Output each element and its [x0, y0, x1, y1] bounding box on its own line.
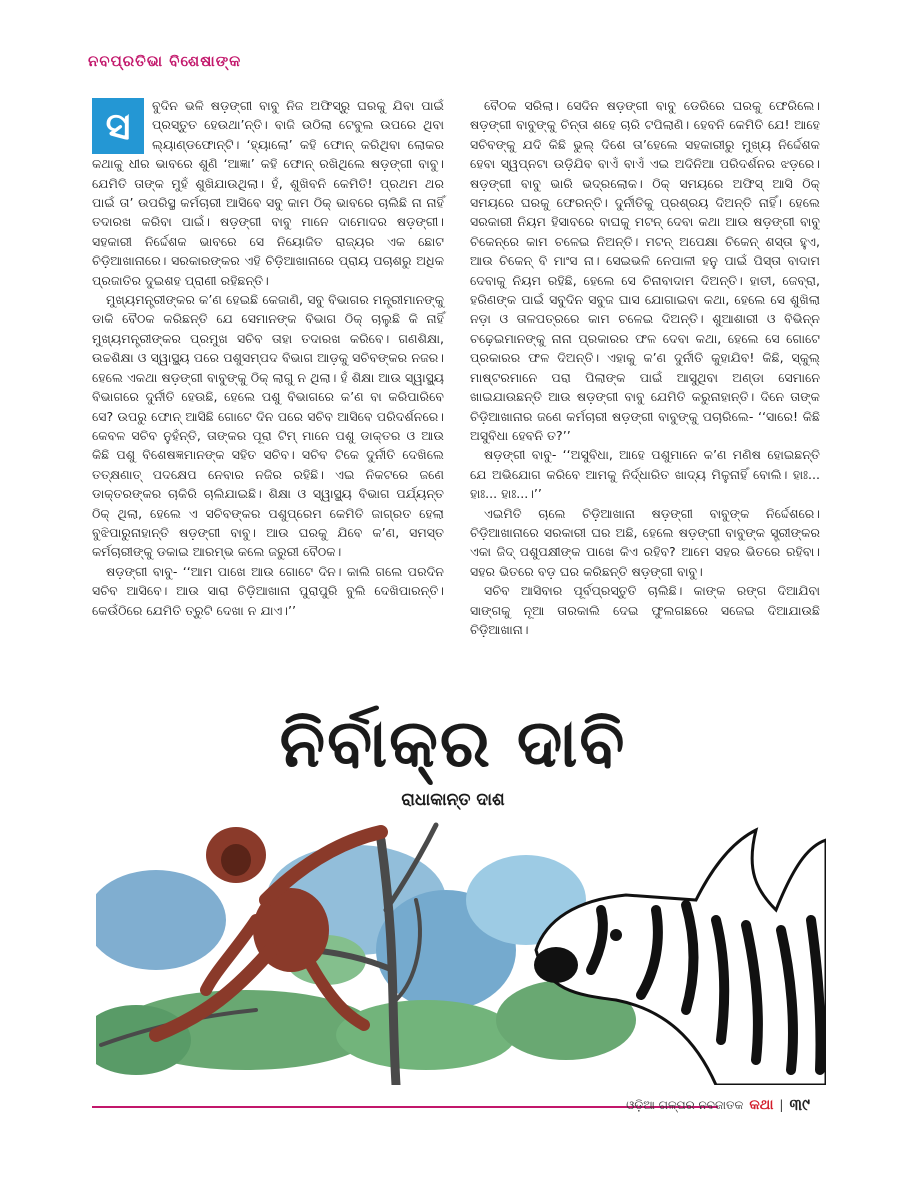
- story-title: ନିର୍ବାକ୍‌ର ଦାବି: [279, 705, 627, 782]
- paragraph: ମୁଖ୍ୟମନ୍ତ୍ରୀଙ୍କର କ’ଣ ହେଇଛି କେଜାଣି, ସବୁ ବିଭାଗର ମନ୍ତ୍ରୀମାନଙ୍କୁ ଡାକି ବୈଠକ କରିଛନ୍ତି ଯେ ସେମାନଙ୍କ ବିଭାଗ ଠିକ୍ ଚାଲୁଛି କି ନାହିଁ ମୁଖ୍ୟମନ୍ତ୍ରୀଙ୍କର ପ୍ରମୁଖ ସଚିବ ତାହା ତଦାରଖ କରିବେ। ଗଣଶିକ୍ଷା, ଉଚ୍ଚଶିକ୍ଷା ଓ ସ୍ୱାସ୍ଥ୍ୟ ପରେ ପଶୁସମ୍ପଦ ବିଭାଗ ଆଡ଼କୁ ସଚିବଙ୍କର ନଜର। ହେଲେ ଏକଥା ଷଡ଼ଙ୍ଗୀ ବାବୁଙ୍କୁ ଠିକ୍ ଲାଗୁ ନ ଥିଲା। ହଁ ଶିକ୍ଷା ଆଉ ସ୍ୱାସ୍ଥ୍ୟ ବିଭାଗରେ ଦୁର୍ନୀତି ହେଉଛି, ହେଲେ ପଶୁ ବିଭାଗରେ କ’ଣ ବା କରିପାରିବେ ସେ? ଉପରୁ ଫୋନ୍ ଆସିଛି ଗୋଟେ ଦିନ ପରେ ସଚିବ ଆସିବେ ପରିଦର୍ଶନରେ। କେବଳ ସଚିବ ନୁହଁନ୍ତି, ତାଙ୍କର ପୂରା ଟିମ୍ ମାନେ ପଶୁ ଡାକ୍ତର ଓ ଆଉ କିଛି ପଶୁ ବିଶେଷଜ୍ଞମାନଙ୍କ ସହିତ ସଚିବ। ସଚିବ ଟିକେ ଦୁର୍ନୀତି ଦେଖିଲେ ତତ୍‌କ୍ଷଣାତ୍ ପଦକ୍ଷେପ ନେବାର ନଜିର ରହିଛି। ଏଇ ନିକଟରେ ଜଣେ ଡାକ୍ତରଙ୍କର ଚାକିରି ଚାଲିଯାଇଛି। ଶିକ୍ଷା ଓ ସ୍ୱାସ୍ଥ୍ୟ ବିଭାଗ ପର୍ଯ୍ୟନ୍ତ ଠିକ୍ ଥିଲା, ହେଲେ ଏ ସଚିବଙ୍କର ପଶୁପ୍ରେମ କେମିତି ଜାଗ୍ରତ ହେଲା ବୁଝିପାରୁନାହାନ୍ତି ଷଡ଼ଙ୍ଗୀ ବାବୁ। ଆଉ ଘରକୁ ଯିବେ କ’ଣ, ସମସ୍ତ କର୍ମଚାରୀଙ୍କୁ ଡକାଇ ଆରମ୍ଭ କଲେ ଜରୁରୀ ବୈଠକ।: [92, 292, 444, 560]
- page-number: ୩୯: [789, 1095, 810, 1114]
- magazine-tagline: ଓଡ଼ିଆ ଗଳ୍ପର ନବଜାତକ: [626, 1097, 744, 1112]
- paragraph: ଷଡ଼ଙ୍ଗୀ ବାବୁ- ‘‘ଅସୁବିଧା, ଆହେ ପଶୁମାନେ କ’ଣ ମଣିଷ ହୋଇଛନ୍ତି ଯେ ଅଭିଯୋଗ କରିବେ ଆମକୁ ନିର୍ଦ୍ଧାରିତ ଖାଦ୍ୟ ମିଳୁନାହିଁ ବୋଲି। ହାଃ... ହାଃ... ହାଃ...।’’: [470, 447, 820, 502]
- paragraph: ବୁଦିନ ଭଳି ଷଡ଼ଙ୍ଗୀ ବାବୁ ନିଜ ଅଫିସ୍‌ରୁ ଘରକୁ ଯିବା ପାଇଁ ପ୍ରସ୍ତୁତ ହେଉଥା’ନ୍ତି। ବାଜି ଉଠିଲା ଟେବୁଲ ଉପରେ ଥିବା ଲ୍ୟାଣ୍ଡଫୋନ୍‌ଟି। ‘ହ୍ୟାଲୋ’ କହି ଫୋନ୍ କରିଥିବା ଲୋକର କଥାକୁ ଧୀର ଭାବରେ ଶୁଣି ‘ଆଜ୍ଞା’ କହି ଫୋନ୍ ରଖିଥିଲେ ଷଡ଼ଙ୍ଗୀ ବାବୁ। ଯେମିତି ତାଙ୍କ ମୁହଁ ଶୁଖିଯାଉଥିଲା। ହଁ, ଶୁଖିବନି କେମିତି! ପ୍ରଥମ ଥର ପାଇଁ ତା’ ଉପରିସ୍ଥ କର୍ମଚାରୀ ଆସିବେ ସବୁ କାମ ଠିକ୍ ଭାବରେ ଚାଲିଛି ନା ନାହିଁ ତଦାରଖ କରିବା ପାଇଁ। ଷଡ଼ଙ୍ଗୀ ବାବୁ ମାନେ ଦାମୋଦର ଷଡ଼ଙ୍ଗୀ। ସହକାରୀ ନିର୍ଦ୍ଦେଶକ ଭାବରେ ସେ ନିୟୋଜିତ ରାଜ୍ୟର ଏକ ଛୋଟ ଚିଡ଼ିଆଖାନାରେ। ସରକାରଙ୍କର ଏହି ଚିଡ଼ିଆଖାନାରେ ପ୍ରାୟ ପଚାଶରୁ ଅଧିକ ପ୍ରଜାତିର ଦୁଇଶହ ପ୍ରାଣୀ ରହିଛନ୍ତି।: [92, 98, 444, 288]
- story-author: ରାଧାକାନ୍ତ ଦାଶ: [401, 790, 505, 810]
- separator: |: [779, 1098, 784, 1112]
- brand-logo: କଥା: [749, 1097, 774, 1113]
- paragraph: ଷଡ଼ଙ୍ଗୀ ବାବୁ- ‘‘ଆମ ପାଖେ ଆଉ ଗୋଟେ ଦିନ। କାଲି ଗଲେ ପରଦିନ ସଚିବ ଆସିବେ। ଆଉ ସାରା ଚିଡ଼ିଆଖାନା ପୁରାପୁରି ବୁଲି ଦେଖିପାରନ୍ତି। କେଉଁଠିରେ ଯେମିତି ତ୍ରୁଟି ଦେଖା ନ ଯାଏ।’’: [92, 563, 444, 618]
- paragraph: ବୈଠକ ସରିଲା। ସେଦିନ ଷଡ଼ଙ୍ଗୀ ବାବୁ ଡେରିରେ ଘରକୁ ଫେରିଲେ। ଷଡ଼ଙ୍ଗୀ ବାବୁଙ୍କୁ ଚିନ୍ତା ଶହେ ଚାରି ଟପିଲାଣି। ହେବନି କେମିତି ଯେ! ଆହେ ସଚିବଙ୍କୁ ଯଦି କିଛି ଭୁଲ୍ ଦିଶେ ତା’ହେଲେ ସହକାରୀରୁ ମୁଖ୍ୟ ନିର୍ଦ୍ଦେଶକ ହେବା ସ୍ୱପ୍ନଟା ଉଡ଼ିଯିବ ବାଏଁ ବାଏଁ ଏଇ ଅଦିନିଆ ପରିଦର୍ଶନର ଝଡ଼ରେ। ଷଡ଼ଙ୍ଗୀ ବାବୁ ଭାରି ଭଦ୍ରଲୋକ। ଠିକ୍ ସମୟରେ ଅଫିସ୍ ଆସି ଠିକ୍ ସମୟରେ ଘରକୁ ଫେରନ୍ତି। ଦୁର୍ନୀତିକୁ ପ୍ରଶ୍ରୟ ଦିଅନ୍ତି ନାହିଁ। ହେଲେ ସରକାରୀ ନିୟମ ହିସାବରେ ବାଘକୁ ମଟନ୍ ଦେବା କଥା ଆଉ ଷଡ଼ଙ୍ଗୀ ବାବୁ ଚିକେନ୍‌ରେ କାମ ଚଳେଇ ନିଅନ୍ତି। ମଟନ୍ ଅପେକ୍ଷା ଚିକେନ୍ ଶସ୍ତା ହୁଏ, ଆଉ ଚିକେନ୍ ବି ମାଂସ ନା। ସେଇଭଳି ନେପାଳୀ ହନୁ ପାଇଁ ପିସ୍ତା ବାଦାମ ଦେବାକୁ ନିୟମ ରହିଛି, ହେଲେ ସେ ଚିନାବାଦାମ ଦିଅନ୍ତି। ହାତୀ, ଜେବ୍ରା, ହରିଣଙ୍କ ପାଇଁ ସବୁଦିନ ସବୁଜ ଘାସ ଯୋଗାଇବା କଥା, ହେଲେ ସେ ଶୁଖିଲା ନଡ଼ା ଓ ତାଳପତ୍ରରେ କାମ ଚଳେଇ ଦିଅନ୍ତି। ଶୁଆଶାରୀ ଓ ବିଭିନ୍ନ ଚଢ଼େଇମାନଙ୍କୁ ନାନା ପ୍ରକାରର ଫଳ ଦେବା କଥା, ହେଲେ ସେ ଗୋଟେ ପ୍ରକାରର ଫଳ ଦିଅନ୍ତି। ଏହାକୁ କ’ଣ ଦୁର୍ନୀତି କୁହାଯିବ! କିଛି, ସ୍କୁଲ୍ ମାଷ୍ଟରମାନେ ପରା ପିଲାଙ୍କ ପାଇଁ ଆସୁଥିବା ଅଣ୍ଡା ସେମାନେ ଖାଇଯାଉଛନ୍ତି ଆଉ ଷଡ଼ଙ୍ଗୀ ବାବୁ ଯେମିତି କରୁନାହାନ୍ତି। ଦିନେ ତାଙ୍କ ଚିଡ଼ିଆଖାନାର ଜଣେ କର୍ମଚାରୀ ଷଡ଼ଙ୍ଗୀ ବାବୁଙ୍କୁ ପଚାରିଲେ- ‘‘ସାରେ! କିଛି ଅସୁବିଧା ହେବନି ତ?’’: [470, 98, 820, 443]
- paragraph: ଏଇମିତି ଚାଲେ ଚିଡ଼ିଆଖାନା ଷଡ଼ଙ୍ଗୀ ବାବୁଙ୍କ ନିର୍ଦ୍ଦେଶରେ। ଚିଡ଼ିଆଖାନାରେ ସରକାରୀ ଘର ଅଛି, ହେଲେ ଷଡ଼ଙ୍ଗୀ ବାବୁଙ୍କ ସ୍ତ୍ରୀଙ୍କର ଏକା ଜିଦ୍ ପଶୁପକ୍ଷୀଙ୍କ ପାଖେ କିଏ ରହିବ? ଆମେ ସହର ଭିତରେ ରହିବା। ସହର ଭିତରେ ବଡ଼ ଘର କରିଛନ୍ତି ଷଡ଼ଙ୍ଗୀ ବାବୁ।: [470, 505, 820, 579]
- section-header: ନବପ୍ରତିଭା ବିଶେଷାଙ୍କ: [88, 52, 242, 70]
- footer-rule: [92, 1106, 718, 1108]
- story-column-right: [470, 96, 820, 639]
- story-column-left: [92, 96, 444, 620]
- footer: [626, 1095, 810, 1115]
- drop-cap: ସ: [92, 98, 144, 154]
- illustration: [96, 800, 826, 1085]
- paragraph: ସଚିବ ଆସିବାର ପୂର୍ବପ୍ରସ୍ତୁତି ଚାଲିଛି। କାଙ୍କ ରଙ୍ଗ ଦିଆଯିବା ସାଙ୍ଗକୁ ନୂଆ ତାରକାଲି ଦେଇ ଫୁଲଗଛରେ ସଜେଇ ଦିଆଯାଉଛି ଚିଡ଼ିଆଖାନା।: [470, 583, 820, 637]
